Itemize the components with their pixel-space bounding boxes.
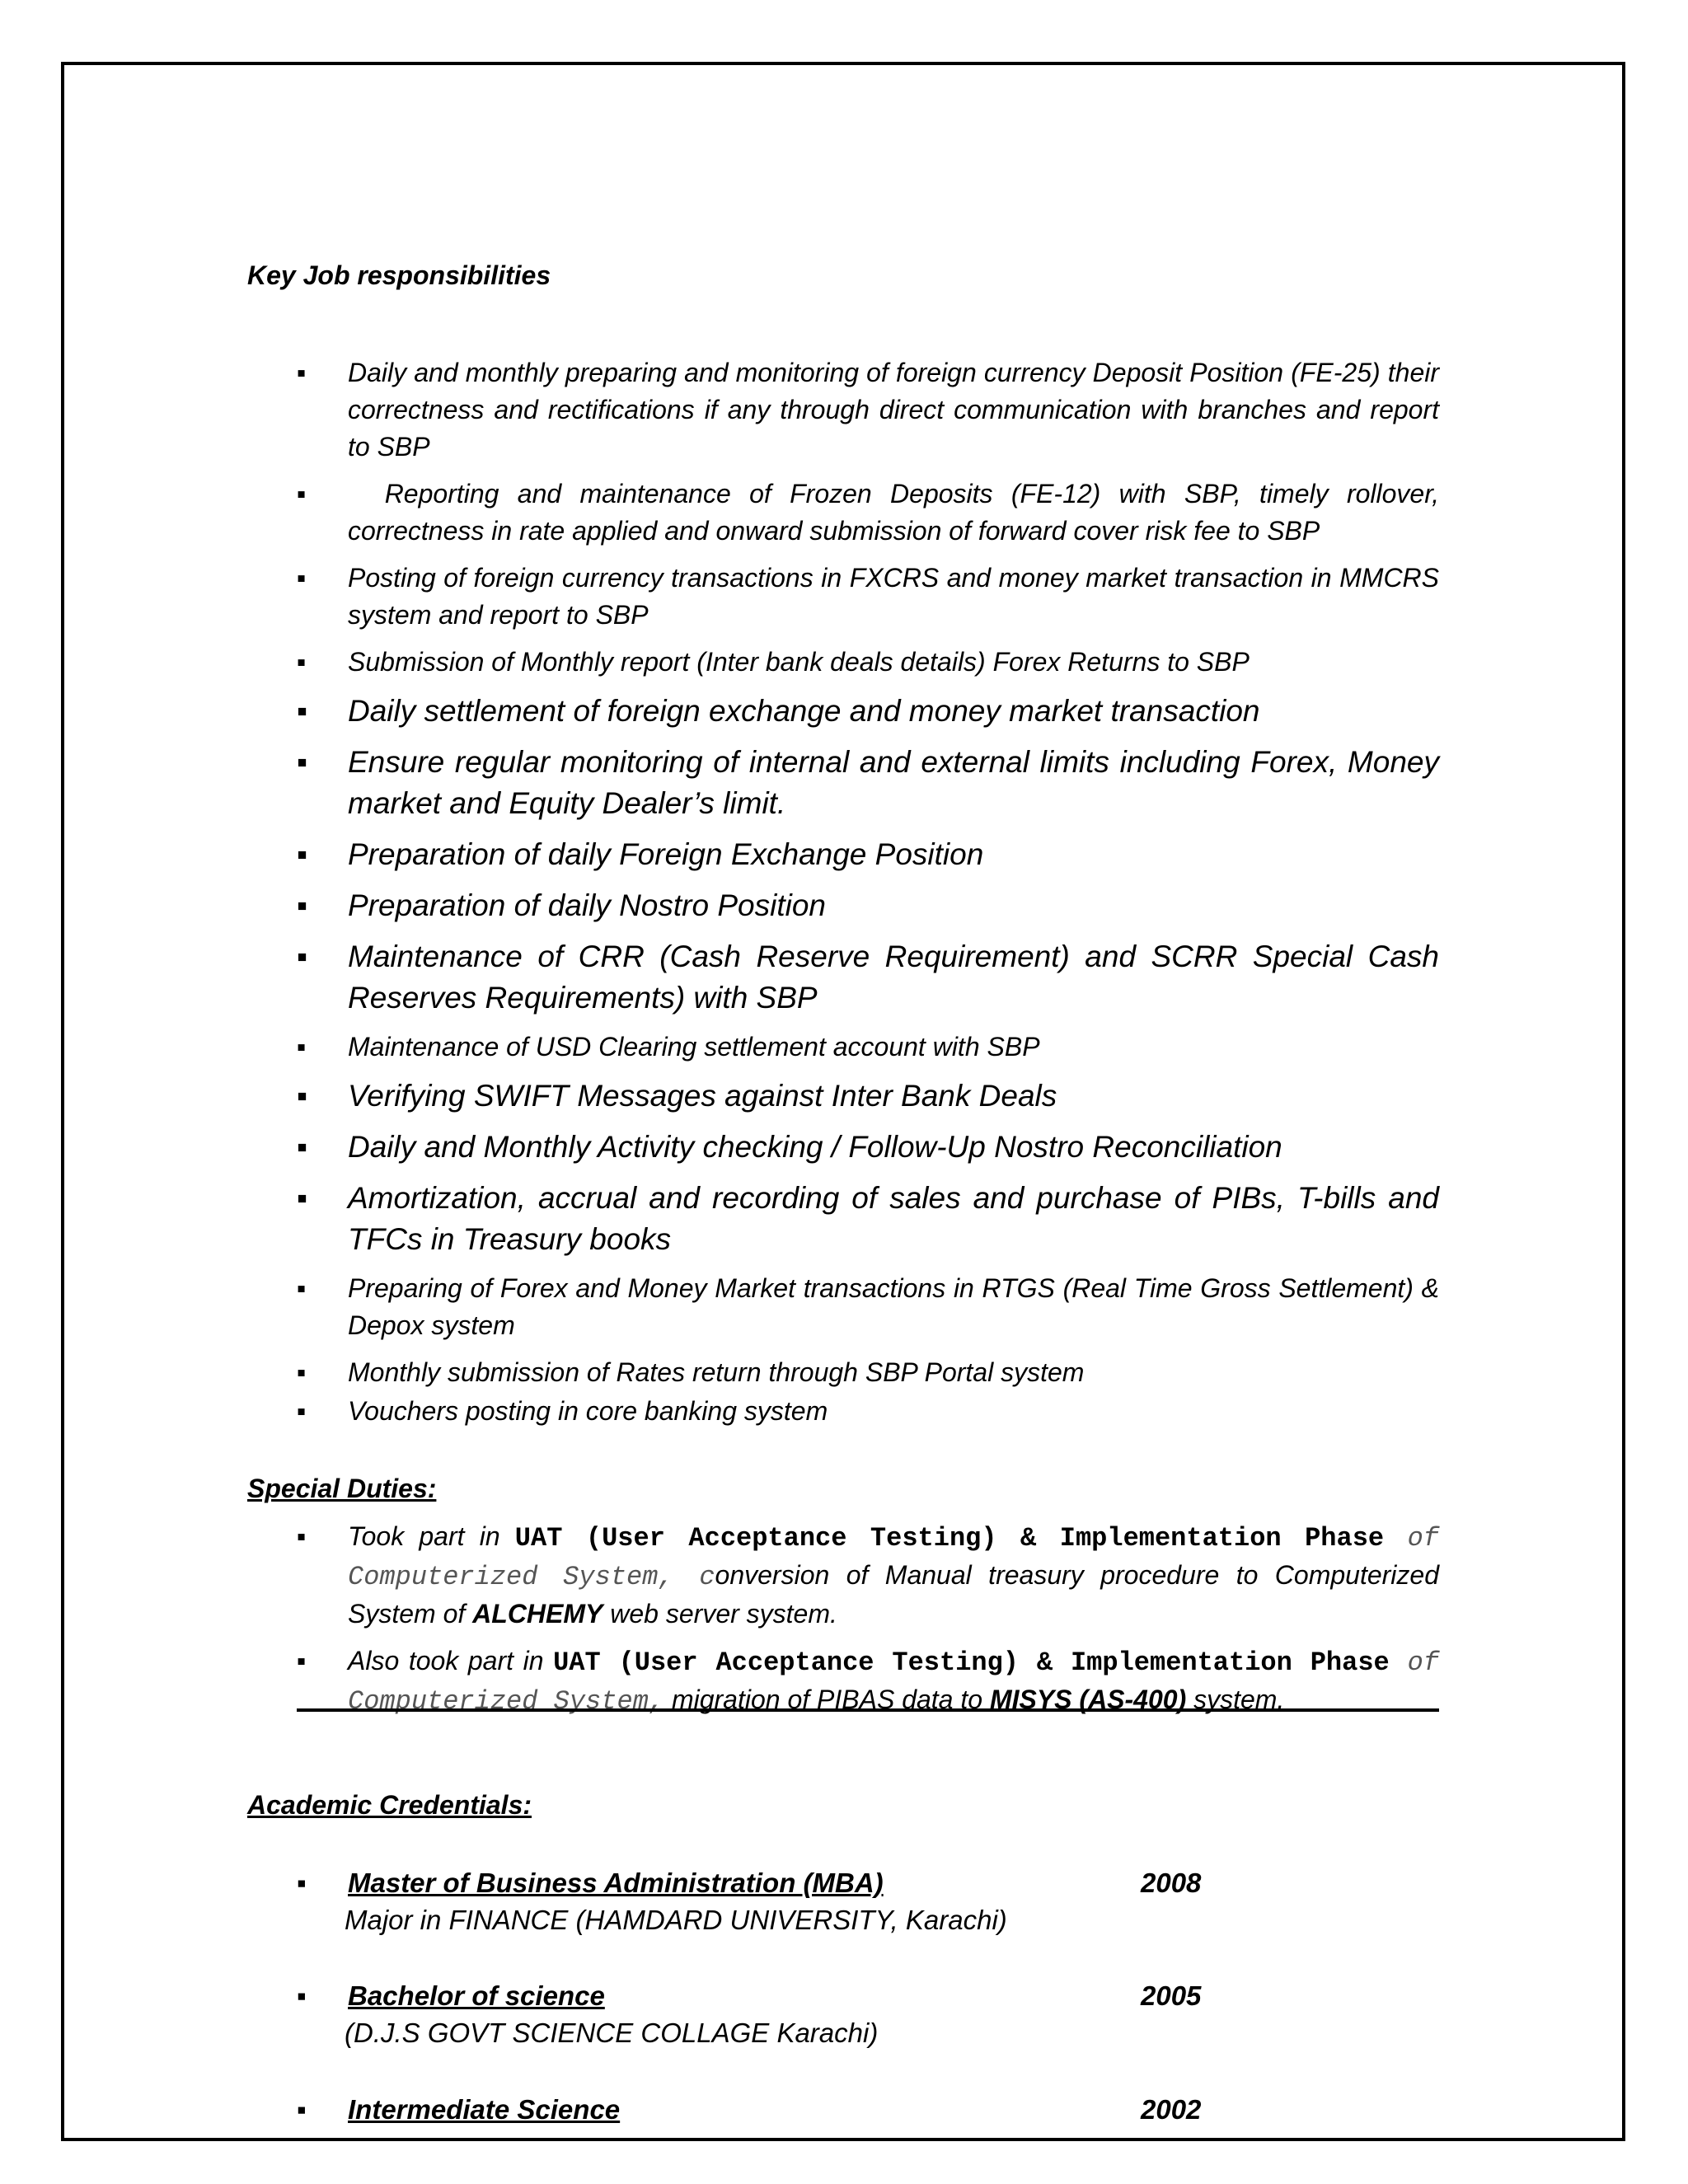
key-job-list	[297, 354, 1439, 1440]
section-divider	[297, 1708, 1439, 1712]
list-item: ▪ Daily settlement of foreign exchange and money market transaction	[297, 694, 1260, 728]
degree-title: Intermediate Science	[348, 2094, 621, 2125]
degree-year: 2008	[1141, 1868, 1202, 1898]
degree-year: 2005	[1141, 1980, 1202, 2011]
list-item: ▪ Posting of foreign currency transactions in FXCRS and money market transaction in MMCRS system and report to SBP	[297, 563, 1439, 630]
list-item: ▪ Preparation of daily Nostro Position	[297, 888, 826, 922]
list-item: ▪ Maintenance of USD Clearing settlement account with SBP	[297, 1032, 1040, 1062]
degree-detail: (D.J.S GOVT SCIENCE COLLAGE Karachi)	[345, 2018, 879, 2048]
list-item: ▪ Verifying SWIFT Messages against Inter Bank Deals	[297, 1079, 1057, 1113]
list-item: ▪ Daily and monthly preparing and monitoring of foreign currency Deposit Position (FE-25) their correctness and rectifications if any through direct communication with branches and report to SBP	[297, 358, 1439, 462]
list-item: ▪ Amortization, accrual and recording of sales and purchase of PIBs, T-bills and TFCs in Treasury books	[297, 1181, 1439, 1256]
special-duties-list	[297, 1518, 1439, 1730]
list-item: ▪ Reporting and maintenance of Frozen Deposits (FE-12) with SBP, timely rollover, correctness in rate applied and onward submission of forward cover risk fee to SBP	[297, 479, 1440, 546]
degree-title: Bachelor of science	[348, 1980, 605, 2011]
list-item: ▪ Also took part in UAT (User Acceptance Testing) & Implementation Phase of Computerized System, migration of PIBAS data to MISYS (AS-400) system.	[297, 1646, 1440, 1717]
list-item: ▪ Ensure regular monitoring of internal and external limits including Forex, Money market and Equity Dealer’s limit.	[297, 745, 1439, 820]
degree-year: 2002	[1141, 2094, 1202, 2125]
key-job-heading: Key Job responsibilities	[247, 260, 551, 290]
list-item: ▪ Preparation of daily Foreign Exchange Position	[297, 837, 984, 871]
list-item: ▪ Vouchers posting in core banking system	[297, 1396, 828, 1426]
list-item: ▪ Daily and Monthly Activity checking / Follow-Up Nostro Reconciliation	[297, 1130, 1282, 1164]
academic-entry: ▪ Bachelor of science 2005 (D.J.S GOVT SCIENCE COLLAGE Karachi)	[297, 1980, 1202, 2048]
academic-entry: ▪ Master of Business Administration (MBA) 2008 Major in FINANCE (HAMDARD UNIVERSITY, Karachi)	[297, 1868, 1202, 1935]
academic-heading: Academic Credentials:	[247, 1790, 532, 1820]
list-item: ▪ Took part in UAT (User Acceptance Testing) & Implementation Phase of Computerized System, conversion of Manual treasury procedure to Computerized System of ALCHEMY web server system.	[297, 1521, 1440, 1629]
list-item: ▪ Submission of Monthly report (Inter bank deals details) Forex Returns to SBP	[297, 647, 1250, 677]
list-item: ▪ Maintenance of CRR (Cash Reserve Requirement) and SCRR Special Cash Reserves Requirements) with SBP	[297, 940, 1439, 1015]
special-duties-heading: Special Duties:	[247, 1474, 437, 1503]
degree-detail: Major in FINANCE (HAMDARD UNIVERSITY, Karachi)	[345, 1905, 1007, 1935]
academic-entry: ▪ Intermediate Science 2002	[297, 2094, 1202, 2125]
degree-title: Master of Business Administration (MBA)	[348, 1868, 884, 1898]
list-item: ▪ Monthly submission of Rates return through SBP Portal system	[297, 1357, 1085, 1387]
list-item: ▪ Preparing of Forex and Money Market transactions in RTGS (Real Time Gross Settlement) & Depox system	[297, 1273, 1439, 1340]
